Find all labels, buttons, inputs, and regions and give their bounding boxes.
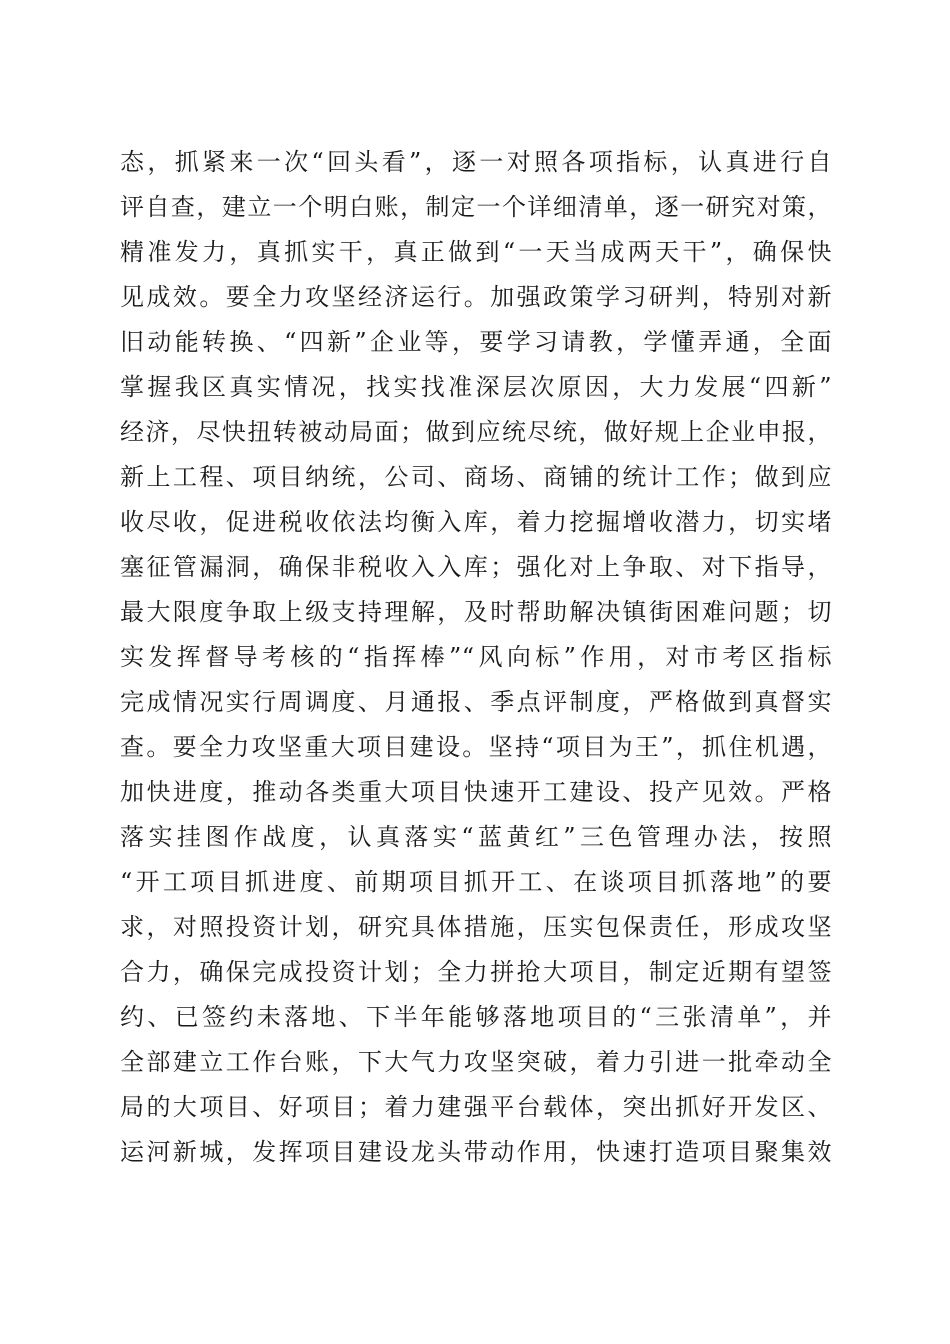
text-line: 掌握我区真实情况，找实找准深层次原因，大力发展“四新” [120, 373, 832, 401]
text-line: 实发挥督导考核的“指挥棒”“风向标”作用，对市考区指标 [120, 643, 832, 671]
text-line: 落实挂图作战度，认真落实“蓝黄红”三色管理办法，按照 [120, 823, 832, 851]
text-line: 见成效。要全力攻坚经济运行。加强政策学习研判，特别对新 [120, 283, 832, 311]
text-line: 局的大项目、好项目；着力建强平台载体，突出抓好开发区、 [120, 1093, 832, 1121]
text-line: 加快进度，推动各类重大项目快速开工建设、投产见效。严格 [120, 778, 832, 806]
body-text [120, 140, 832, 1175]
text-line: 新上工程、项目纳统，公司、商场、商铺的统计工作；做到应 [120, 463, 832, 491]
text-line: 完成情况实行周调度、月通报、季点评制度，严格做到真督实 [120, 688, 832, 716]
text-line: 旧动能转换、“四新”企业等，要学习请教，学懂弄通，全面 [120, 328, 832, 356]
text-line: 态，抓紧来一次“回头看”，逐一对照各项指标，认真进行自 [120, 148, 832, 176]
text-line: 评自查，建立一个明白账，制定一个详细清单，逐一研究对策， [120, 193, 832, 221]
text-line: 最大限度争取上级支持理解，及时帮助解决镇街困难问题；切 [120, 598, 832, 626]
text-line: 塞征管漏洞，确保非税收入入库；强化对上争取、对下指导， [120, 553, 832, 581]
text-line: 运河新城，发挥项目建设龙头带动作用，快速打造项目聚集效 [120, 1138, 832, 1166]
text-line: 查。要全力攻坚重大项目建设。坚持“项目为王”，抓住机遇， [120, 733, 832, 761]
text-line: 约、已签约未落地、下半年能够落地项目的“三张清单”，并 [120, 1003, 832, 1031]
text-line: 经济，尽快扭转被动局面；做到应统尽统，做好规上企业申报， [120, 418, 832, 446]
text-line: 全部建立工作台账，下大气力攻坚突破，着力引进一批牵动全 [120, 1048, 832, 1076]
text-line: 收尽收，促进税收依法均衡入库，着力挖掘增收潜力，切实堵 [120, 508, 832, 536]
text-line: 精准发力，真抓实干，真正做到“一天当成两天干”，确保快 [120, 238, 832, 266]
text-line: 合力，确保完成投资计划；全力拼抢大项目，制定近期有望签 [120, 958, 832, 986]
text-line: 求，对照投资计划，研究具体措施，压实包保责任，形成攻坚 [120, 913, 832, 941]
text-line: “开工项目抓进度、前期项目抓开工、在谈项目抓落地”的要 [120, 868, 832, 896]
